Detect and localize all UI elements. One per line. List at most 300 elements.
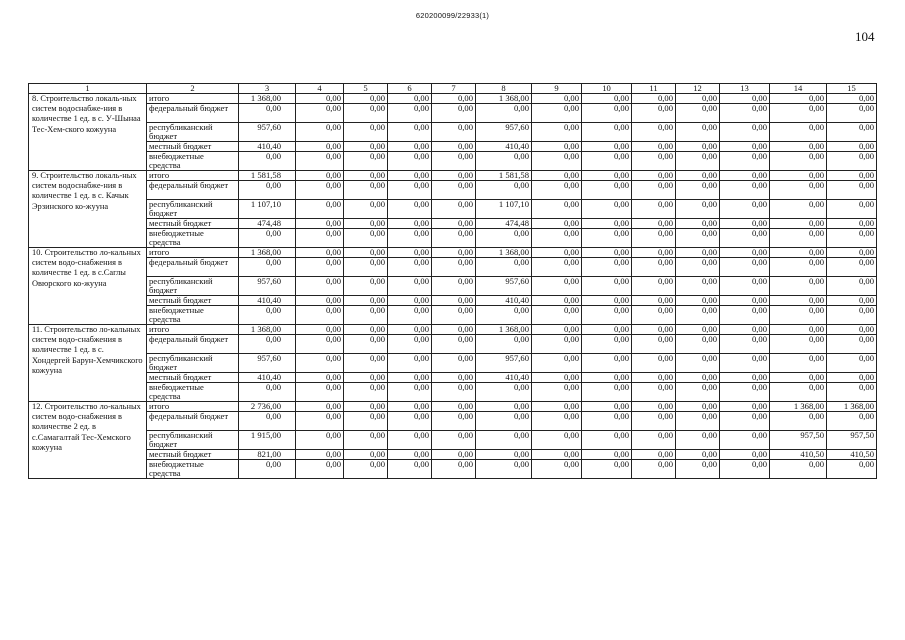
value-cell: 0,00 <box>344 229 388 248</box>
value-cell: 1 581,58 <box>476 171 532 181</box>
value-cell: 0,00 <box>532 431 582 450</box>
value-cell: 0,00 <box>344 325 388 335</box>
value-cell: 957,60 <box>476 354 532 373</box>
value-cell: 0,00 <box>388 142 432 152</box>
value-cell: 0,00 <box>632 219 676 229</box>
table-row <box>29 402 877 412</box>
table-row <box>29 325 877 335</box>
value-cell: 0,00 <box>296 123 344 142</box>
value-cell: 0,00 <box>432 123 476 142</box>
value-cell: 1 368,00 <box>770 402 827 412</box>
value-cell: 0,00 <box>532 200 582 219</box>
value-cell: 0,00 <box>388 402 432 412</box>
column-header: 13 <box>720 84 770 94</box>
value-cell: 0,00 <box>582 460 632 479</box>
value-cell: 0,00 <box>476 335 532 354</box>
value-cell: 0,00 <box>344 219 388 229</box>
table-row <box>29 229 877 248</box>
funding-source-label: федеральный бюджет <box>147 412 239 431</box>
value-cell: 0,00 <box>432 229 476 248</box>
value-cell: 0,00 <box>720 200 770 219</box>
value-cell: 0,00 <box>582 412 632 431</box>
value-cell: 0,00 <box>532 152 582 171</box>
value-cell: 0,00 <box>532 123 582 142</box>
value-cell: 957,60 <box>239 354 296 373</box>
value-cell: 0,00 <box>296 219 344 229</box>
value-cell: 0,00 <box>239 229 296 248</box>
value-cell: 0,00 <box>770 296 827 306</box>
funding-source-label: федеральный бюджет <box>147 181 239 200</box>
value-cell: 0,00 <box>632 277 676 296</box>
column-header: 7 <box>432 84 476 94</box>
value-cell: 0,00 <box>388 200 432 219</box>
measure-description: 11. Строительство ло-кальных систем водо-снабжения в количестве 1 ед. в с. Хондергей Барун-Хемчикского кожууна <box>29 325 147 402</box>
value-cell: 0,00 <box>532 104 582 123</box>
value-cell: 0,00 <box>344 123 388 142</box>
value-cell: 0,00 <box>720 258 770 277</box>
value-cell: 0,00 <box>344 354 388 373</box>
value-cell: 0,00 <box>582 306 632 325</box>
value-cell: 1 107,10 <box>239 200 296 219</box>
value-cell: 0,00 <box>532 412 582 431</box>
value-cell: 0,00 <box>388 219 432 229</box>
value-cell: 0,00 <box>532 248 582 258</box>
value-cell: 0,00 <box>676 229 720 248</box>
value-cell: 0,00 <box>476 383 532 402</box>
value-cell: 0,00 <box>432 373 476 383</box>
value-cell: 410,40 <box>239 296 296 306</box>
value-cell: 0,00 <box>432 104 476 123</box>
value-cell: 0,00 <box>432 335 476 354</box>
value-cell: 0,00 <box>532 460 582 479</box>
value-cell: 0,00 <box>676 325 720 335</box>
value-cell: 0,00 <box>296 296 344 306</box>
value-cell: 0,00 <box>532 402 582 412</box>
table-row <box>29 152 877 171</box>
value-cell: 0,00 <box>388 450 432 460</box>
value-cell: 0,00 <box>582 229 632 248</box>
value-cell: 0,00 <box>296 142 344 152</box>
value-cell: 0,00 <box>632 248 676 258</box>
value-cell: 1 368,00 <box>827 402 877 412</box>
value-cell: 0,00 <box>432 219 476 229</box>
value-cell: 0,00 <box>532 258 582 277</box>
column-header: 12 <box>676 84 720 94</box>
table-row <box>29 354 877 373</box>
value-cell: 0,00 <box>432 152 476 171</box>
value-cell: 0,00 <box>720 219 770 229</box>
value-cell: 1 915,00 <box>239 431 296 450</box>
value-cell: 0,00 <box>388 229 432 248</box>
column-header: 11 <box>632 84 676 94</box>
funding-source-label: федеральный бюджет <box>147 335 239 354</box>
header-row <box>29 84 877 94</box>
value-cell: 0,00 <box>827 258 877 277</box>
value-cell: 0,00 <box>432 431 476 450</box>
value-cell: 0,00 <box>344 277 388 296</box>
value-cell: 0,00 <box>770 142 827 152</box>
value-cell: 0,00 <box>388 373 432 383</box>
value-cell: 0,00 <box>582 450 632 460</box>
value-cell: 0,00 <box>770 335 827 354</box>
funding-source-label: местный бюджет <box>147 373 239 383</box>
column-header: 8 <box>476 84 532 94</box>
value-cell: 0,00 <box>720 248 770 258</box>
value-cell: 0,00 <box>296 94 344 104</box>
table-row <box>29 258 877 277</box>
value-cell: 0,00 <box>344 142 388 152</box>
value-cell: 0,00 <box>532 306 582 325</box>
value-cell: 1 368,00 <box>239 248 296 258</box>
value-cell: 0,00 <box>632 104 676 123</box>
value-cell: 0,00 <box>344 460 388 479</box>
value-cell: 0,00 <box>632 181 676 200</box>
value-cell: 0,00 <box>476 306 532 325</box>
value-cell: 0,00 <box>239 258 296 277</box>
value-cell: 1 368,00 <box>239 325 296 335</box>
value-cell: 0,00 <box>296 306 344 325</box>
value-cell: 0,00 <box>632 335 676 354</box>
value-cell: 0,00 <box>432 200 476 219</box>
value-cell: 0,00 <box>770 181 827 200</box>
table-row <box>29 181 877 200</box>
value-cell: 0,00 <box>720 325 770 335</box>
value-cell: 0,00 <box>827 219 877 229</box>
funding-source-label: итого <box>147 248 239 258</box>
value-cell: 0,00 <box>720 306 770 325</box>
value-cell: 0,00 <box>720 402 770 412</box>
column-header: 14 <box>770 84 827 94</box>
value-cell: 0,00 <box>532 94 582 104</box>
value-cell: 0,00 <box>827 200 877 219</box>
value-cell: 0,00 <box>296 450 344 460</box>
funding-source-label: местный бюджет <box>147 296 239 306</box>
value-cell: 410,50 <box>827 450 877 460</box>
value-cell: 0,00 <box>582 335 632 354</box>
value-cell: 0,00 <box>676 306 720 325</box>
value-cell: 0,00 <box>770 152 827 171</box>
value-cell: 0,00 <box>239 152 296 171</box>
value-cell: 0,00 <box>388 306 432 325</box>
table-row <box>29 248 877 258</box>
value-cell: 0,00 <box>770 104 827 123</box>
value-cell: 0,00 <box>532 296 582 306</box>
value-cell: 0,00 <box>532 373 582 383</box>
column-header: 1 <box>29 84 147 94</box>
value-cell: 0,00 <box>632 94 676 104</box>
value-cell: 0,00 <box>388 354 432 373</box>
funding-source-label: местный бюджет <box>147 450 239 460</box>
value-cell: 0,00 <box>720 383 770 402</box>
funding-source-label: внебюджетные средства <box>147 229 239 248</box>
value-cell: 0,00 <box>770 94 827 104</box>
table-row <box>29 450 877 460</box>
value-cell: 0,00 <box>344 431 388 450</box>
table-row <box>29 142 877 152</box>
measure-description: 9. Строительство локаль-ных систем водоснабже-ния в количестве 1 ед. в с. Качык Эрзинского ко-жууна <box>29 171 147 248</box>
value-cell: 0,00 <box>296 104 344 123</box>
value-cell: 0,00 <box>296 412 344 431</box>
value-cell: 0,00 <box>676 94 720 104</box>
value-cell: 0,00 <box>720 296 770 306</box>
value-cell: 0,00 <box>388 248 432 258</box>
value-cell: 0,00 <box>632 171 676 181</box>
value-cell: 0,00 <box>296 277 344 296</box>
value-cell: 0,00 <box>827 306 877 325</box>
value-cell: 0,00 <box>720 94 770 104</box>
value-cell: 0,00 <box>582 152 632 171</box>
value-cell: 0,00 <box>532 335 582 354</box>
table-row <box>29 104 877 123</box>
value-cell: 0,00 <box>676 296 720 306</box>
value-cell: 0,00 <box>432 248 476 258</box>
value-cell: 0,00 <box>582 277 632 296</box>
value-cell: 0,00 <box>388 104 432 123</box>
value-cell: 0,00 <box>770 460 827 479</box>
value-cell: 0,00 <box>344 248 388 258</box>
value-cell: 0,00 <box>432 181 476 200</box>
value-cell: 0,00 <box>632 460 676 479</box>
value-cell: 0,00 <box>827 296 877 306</box>
value-cell: 2 736,00 <box>239 402 296 412</box>
value-cell: 0,00 <box>388 325 432 335</box>
value-cell: 410,40 <box>476 142 532 152</box>
value-cell: 0,00 <box>676 335 720 354</box>
value-cell: 957,60 <box>476 123 532 142</box>
value-cell: 821,00 <box>239 450 296 460</box>
column-header: 10 <box>582 84 632 94</box>
value-cell: 0,00 <box>582 402 632 412</box>
value-cell: 0,00 <box>388 431 432 450</box>
value-cell: 0,00 <box>720 104 770 123</box>
table-row <box>29 383 877 402</box>
value-cell: 0,00 <box>388 171 432 181</box>
value-cell: 0,00 <box>676 460 720 479</box>
value-cell: 0,00 <box>632 354 676 373</box>
value-cell: 0,00 <box>532 142 582 152</box>
value-cell: 0,00 <box>676 171 720 181</box>
table-row <box>29 431 877 450</box>
value-cell: 0,00 <box>676 248 720 258</box>
value-cell: 0,00 <box>720 354 770 373</box>
value-cell: 0,00 <box>388 181 432 200</box>
page-number: 104 <box>855 29 875 44</box>
value-cell: 0,00 <box>720 229 770 248</box>
value-cell: 0,00 <box>532 219 582 229</box>
funding-source-label: внебюджетные средства <box>147 383 239 402</box>
value-cell: 410,50 <box>770 450 827 460</box>
measure-description: 12. Строительство ло-кальных систем водо-снабжения в количестве 2 ед. в с.Самагалтай Тес-Хемского кожууна <box>29 402 147 479</box>
value-cell: 957,60 <box>239 123 296 142</box>
value-cell: 0,00 <box>344 258 388 277</box>
value-cell: 0,00 <box>476 181 532 200</box>
value-cell: 0,00 <box>770 123 827 142</box>
value-cell: 0,00 <box>432 450 476 460</box>
value-cell: 1 368,00 <box>476 248 532 258</box>
value-cell: 0,00 <box>632 296 676 306</box>
table-row <box>29 219 877 229</box>
value-cell: 0,00 <box>296 460 344 479</box>
value-cell: 0,00 <box>344 171 388 181</box>
value-cell: 0,00 <box>344 306 388 325</box>
value-cell: 0,00 <box>239 335 296 354</box>
value-cell: 0,00 <box>388 460 432 479</box>
value-cell: 0,00 <box>632 200 676 219</box>
value-cell: 0,00 <box>676 373 720 383</box>
funding-source-label: внебюджетные средства <box>147 460 239 479</box>
value-cell: 0,00 <box>676 200 720 219</box>
value-cell: 0,00 <box>582 383 632 402</box>
value-cell: 0,00 <box>296 200 344 219</box>
value-cell: 0,00 <box>344 402 388 412</box>
value-cell: 0,00 <box>582 219 632 229</box>
value-cell: 0,00 <box>676 354 720 373</box>
value-cell: 0,00 <box>344 383 388 402</box>
value-cell: 0,00 <box>388 152 432 171</box>
value-cell: 410,40 <box>476 296 532 306</box>
value-cell: 0,00 <box>632 306 676 325</box>
value-cell: 0,00 <box>344 296 388 306</box>
value-cell: 0,00 <box>632 402 676 412</box>
table-row <box>29 335 877 354</box>
value-cell: 0,00 <box>827 325 877 335</box>
value-cell: 1 107,10 <box>476 200 532 219</box>
value-cell: 0,00 <box>582 142 632 152</box>
value-cell: 0,00 <box>720 431 770 450</box>
value-cell: 0,00 <box>720 152 770 171</box>
value-cell: 0,00 <box>720 460 770 479</box>
value-cell: 0,00 <box>632 383 676 402</box>
value-cell: 0,00 <box>239 412 296 431</box>
value-cell: 0,00 <box>344 335 388 354</box>
column-header: 2 <box>147 84 239 94</box>
value-cell: 0,00 <box>388 94 432 104</box>
value-cell: 0,00 <box>632 431 676 450</box>
value-cell: 0,00 <box>388 412 432 431</box>
value-cell: 0,00 <box>676 431 720 450</box>
value-cell: 0,00 <box>476 412 532 431</box>
value-cell: 0,00 <box>432 296 476 306</box>
value-cell: 0,00 <box>388 383 432 402</box>
value-cell: 0,00 <box>676 152 720 171</box>
value-cell: 0,00 <box>827 171 877 181</box>
value-cell: 0,00 <box>532 325 582 335</box>
value-cell: 0,00 <box>532 277 582 296</box>
value-cell: 0,00 <box>296 402 344 412</box>
column-header: 15 <box>827 84 877 94</box>
funding-source-label: внебюджетные средства <box>147 152 239 171</box>
value-cell: 0,00 <box>770 325 827 335</box>
value-cell: 0,00 <box>582 200 632 219</box>
funding-source-label: внебюджетные средства <box>147 306 239 325</box>
value-cell: 0,00 <box>344 181 388 200</box>
value-cell: 0,00 <box>388 296 432 306</box>
value-cell: 0,00 <box>827 248 877 258</box>
value-cell: 0,00 <box>432 460 476 479</box>
value-cell: 0,00 <box>476 152 532 171</box>
value-cell: 0,00 <box>296 383 344 402</box>
column-header: 3 <box>239 84 296 94</box>
funding-source-label: местный бюджет <box>147 219 239 229</box>
value-cell: 0,00 <box>582 373 632 383</box>
value-cell: 0,00 <box>582 94 632 104</box>
funding-source-label: республиканский бюджет <box>147 431 239 450</box>
value-cell: 0,00 <box>296 229 344 248</box>
value-cell: 0,00 <box>432 354 476 373</box>
funding-source-label: федеральный бюджет <box>147 104 239 123</box>
value-cell: 0,00 <box>770 277 827 296</box>
value-cell: 0,00 <box>296 258 344 277</box>
value-cell: 0,00 <box>770 258 827 277</box>
funding-source-label: республиканский бюджет <box>147 354 239 373</box>
value-cell: 0,00 <box>770 200 827 219</box>
value-cell: 0,00 <box>720 450 770 460</box>
value-cell: 0,00 <box>476 460 532 479</box>
value-cell: 0,00 <box>720 373 770 383</box>
value-cell: 0,00 <box>676 277 720 296</box>
value-cell: 0,00 <box>827 229 877 248</box>
value-cell: 0,00 <box>827 383 877 402</box>
value-cell: 0,00 <box>582 248 632 258</box>
value-cell: 0,00 <box>344 450 388 460</box>
funding-source-label: федеральный бюджет <box>147 258 239 277</box>
value-cell: 410,40 <box>476 373 532 383</box>
value-cell: 1 368,00 <box>239 94 296 104</box>
table-row <box>29 373 877 383</box>
value-cell: 0,00 <box>582 354 632 373</box>
value-cell: 0,00 <box>296 335 344 354</box>
value-cell: 0,00 <box>344 200 388 219</box>
value-cell: 0,00 <box>388 277 432 296</box>
value-cell: 0,00 <box>582 104 632 123</box>
value-cell: 0,00 <box>582 123 632 142</box>
value-cell: 1 368,00 <box>476 94 532 104</box>
value-cell: 0,00 <box>296 431 344 450</box>
value-cell: 0,00 <box>827 104 877 123</box>
value-cell: 0,00 <box>476 258 532 277</box>
value-cell: 0,00 <box>827 142 877 152</box>
value-cell: 410,40 <box>239 142 296 152</box>
value-cell: 0,00 <box>676 412 720 431</box>
value-cell: 0,00 <box>432 412 476 431</box>
value-cell: 0,00 <box>388 258 432 277</box>
value-cell: 0,00 <box>827 335 877 354</box>
value-cell: 0,00 <box>827 181 877 200</box>
table-row <box>29 296 877 306</box>
value-cell: 0,00 <box>432 94 476 104</box>
value-cell: 957,50 <box>770 431 827 450</box>
value-cell: 0,00 <box>532 450 582 460</box>
value-cell: 0,00 <box>676 123 720 142</box>
value-cell: 0,00 <box>676 450 720 460</box>
value-cell: 474,48 <box>476 219 532 229</box>
value-cell: 0,00 <box>632 123 676 142</box>
value-cell: 0,00 <box>344 152 388 171</box>
value-cell: 0,00 <box>676 383 720 402</box>
column-header: 6 <box>388 84 432 94</box>
value-cell: 0,00 <box>632 142 676 152</box>
value-cell: 0,00 <box>770 383 827 402</box>
value-cell: 0,00 <box>827 123 877 142</box>
table-row <box>29 200 877 219</box>
value-cell: 0,00 <box>432 258 476 277</box>
value-cell: 0,00 <box>676 402 720 412</box>
value-cell: 0,00 <box>770 248 827 258</box>
value-cell: 0,00 <box>632 229 676 248</box>
value-cell: 957,50 <box>827 431 877 450</box>
value-cell: 0,00 <box>432 402 476 412</box>
value-cell: 0,00 <box>676 219 720 229</box>
